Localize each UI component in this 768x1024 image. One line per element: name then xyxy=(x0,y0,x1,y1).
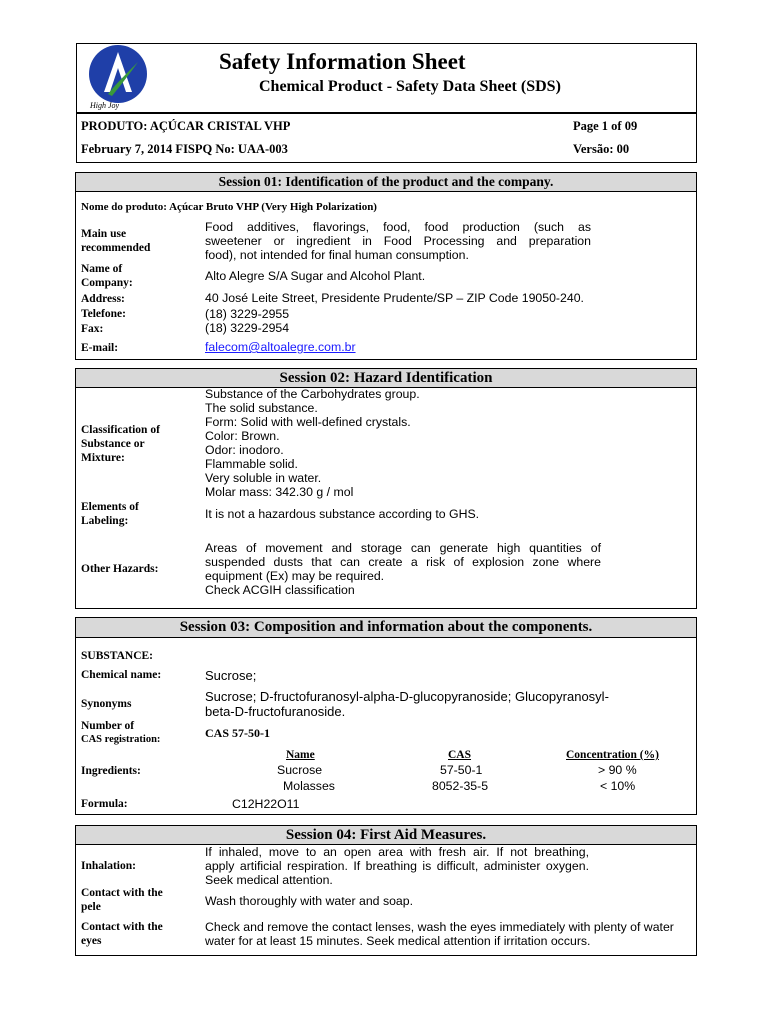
product-name: Nome do produto: Açúcar Bruto VHP (Very High Polarization) xyxy=(81,201,377,213)
ingredient-concentration: > 90 % xyxy=(598,763,637,777)
telefone-label: Telefone: xyxy=(81,308,126,320)
logo xyxy=(82,44,154,110)
cas-label: Number of CAS registration: xyxy=(81,720,161,745)
chemical-name-label: Chemical name: xyxy=(81,669,162,681)
page-number: Page 1 of 09 xyxy=(573,119,638,133)
address-label: Address: xyxy=(81,293,125,305)
other-hazards-label: Other Hazards: xyxy=(81,563,159,575)
date-line: February 7, 2014 FISPQ No: UAA-003 xyxy=(81,142,288,156)
fax-label: Fax: xyxy=(81,323,104,335)
table-header-name: Name xyxy=(286,749,315,761)
ingredient-cas: 8052-35-5 xyxy=(432,779,489,793)
table-row xyxy=(0,779,768,793)
skin-contact-value: Wash thoroughly with water and soap. xyxy=(205,894,414,908)
version: Versão: 00 xyxy=(573,142,630,156)
elements-value: It is not a hazardous substance according to GHS. xyxy=(205,507,480,521)
ingredient-name: Molasses xyxy=(283,779,335,793)
classification-label: Classification of Substance or Mixture: xyxy=(81,424,160,464)
email-label: E-mail: xyxy=(81,342,119,354)
document-title: Safety Information Sheet xyxy=(219,49,466,74)
ingredient-name: Sucrose xyxy=(277,763,323,777)
table-header-concentration: Concentration (%) xyxy=(566,749,659,761)
telefone-value: (18) 3229-2955 xyxy=(205,307,290,321)
formula-value: C12H22O11 xyxy=(232,797,300,811)
skin-contact-label: Contact with the pele xyxy=(81,887,163,913)
eyes-contact-label: Contact with the eyes xyxy=(81,921,163,947)
formula-label: Formula: xyxy=(81,798,128,810)
fax-value: (18) 3229-2954 xyxy=(205,321,290,335)
company-value: Alto Alegre S/A Sugar and Alcohol Plant. xyxy=(205,269,426,283)
main-use-label: Main use recommended xyxy=(81,228,151,254)
inhalation-label: Inhalation: xyxy=(81,860,136,872)
eyes-contact-value: Check and remove the contact lenses, wash the eyes immediately with plenty of water water for at least 15 minutes. Seek medical attention if irritation occurs. xyxy=(205,920,674,948)
session-01-title: Session 01: Identification of the product and the company. xyxy=(75,172,697,192)
substance-label: SUBSTANCE: xyxy=(81,650,153,662)
classification-value: Substance of the Carbohydrates group. The solid substance. Form: Solid with well-defined crystals. Color: Brown. Odor: inodoro. Flammable solid. Very soluble in water. Molar mass: 342.30 g / mol xyxy=(205,387,420,499)
synonyms-label: Synonyms xyxy=(81,698,132,710)
ingredients-label: Ingredients: xyxy=(81,765,141,777)
inhalation-value: If inhaled, move to an open area with fresh air. If not breathing, apply artificial respiration. If breathing is difficult, administer oxygen. Seek medical attention. xyxy=(205,845,589,887)
elements-label: Elements of Labeling: xyxy=(81,501,139,527)
product-line: PRODUTO: AÇÚCAR CRISTAL VHP xyxy=(81,119,291,133)
main-use-value: Food additives, flavorings, food, food production (such as sweetener or ingredient in Food Processing and preparation food), not intended for final human consumption. xyxy=(205,220,591,262)
ingredient-concentration: < 10% xyxy=(600,779,636,793)
company-label: Name of Company: xyxy=(81,263,133,289)
ingredient-cas: 57-50-1 xyxy=(440,763,483,777)
session-04-title: Session 04: First Aid Measures. xyxy=(75,825,697,845)
document-subtitle: Chemical Product - Safety Data Sheet (SDS) xyxy=(259,78,561,95)
table-header-cas: CAS xyxy=(448,749,472,761)
other-hazards-value: Areas of movement and storage can generate high quantities of suspended dusts that can create a risk of explosion zone where equipment (Ex) may be required. Check ACGIH classification xyxy=(205,541,601,597)
session-03-title: Session 03: Composition and information about the components. xyxy=(75,617,697,638)
cas-value: CAS 57-50-1 xyxy=(205,726,270,740)
logo-caption: High Joy xyxy=(90,101,120,110)
table-row xyxy=(0,763,768,777)
email-link[interactable]: falecom@altoalegre.com.br xyxy=(205,340,356,354)
address-value: 40 José Leite Street, Presidente Prudente/SP – ZIP Code 19050-240. xyxy=(205,291,584,305)
session-02-title: Session 02: Hazard Identification xyxy=(75,368,697,388)
synonyms-value: Sucrose; D-fructofuranosyl-alpha-D-glucopyranoside; Glucopyranosyl- beta-D-fructofuranoside. xyxy=(205,689,609,719)
chemical-name-value: Sucrose; xyxy=(205,668,257,683)
